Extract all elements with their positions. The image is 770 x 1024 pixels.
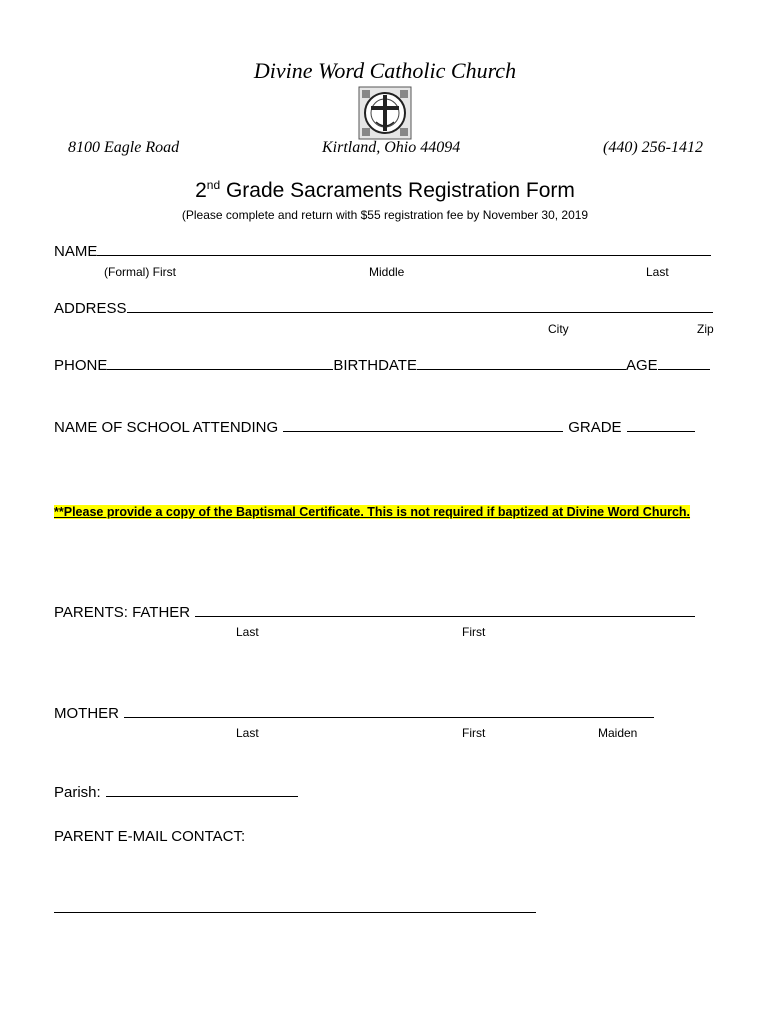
email-label: PARENT E-MAIL CONTACT: [54,828,246,845]
baptismal-certificate-note [54,502,694,522]
school-label: NAME OF SCHOOL ATTENDING [54,419,279,436]
address-input-line[interactable] [127,300,713,313]
address-city-caption: City [548,322,569,336]
name-first-caption: (Formal) First [104,265,176,279]
father-first-caption: First [462,625,486,639]
church-name: Divine Word Catholic Church [253,58,517,83]
church-phone: (440) 256-1412 [603,139,703,156]
mother-maiden-caption: Maiden [598,726,638,740]
address-label: ADDRESS [54,300,127,317]
name-middle-caption: Middle [369,265,405,279]
school-input-line[interactable] [283,419,563,432]
phone-input-line[interactable] [107,357,333,370]
address-field-row [54,300,713,317]
parish-input-line[interactable] [106,784,298,797]
birthdate-label: BIRTHDATE [333,357,417,374]
city-state-zip: Kirtland, Ohio 44094 [322,139,461,156]
birthdate-input-line[interactable] [417,357,626,370]
parish-label: Parish: [54,784,101,801]
mother-last-caption: Last [236,726,259,740]
father-label: PARENTS: FATHER [54,604,191,621]
age-label: AGE [625,357,658,374]
title-rest: Grade Sacraments Registration Form [220,179,575,202]
father-last-caption: Last [236,625,259,639]
form-title [0,178,770,203]
mother-input-line[interactable] [124,705,654,718]
title-superscript: nd [206,178,221,192]
age-input-line[interactable] [658,357,710,370]
name-last-caption: Last [646,265,669,279]
name-field-row [54,243,711,260]
mother-first-caption: First [462,726,486,740]
title-prefix: 2 [195,179,207,202]
mother-field-row [54,705,654,722]
phone-label: PHONE [54,357,108,374]
street-address: 8100 Eagle Road [68,139,180,156]
parish-field-row [54,784,298,801]
mother-label: MOTHER [54,705,119,722]
church-seal-icon [358,86,412,140]
phone-birthdate-age-row [54,357,710,374]
school-grade-row [54,419,695,436]
note-text: **Please provide a copy of the Baptismal Certificate. This is not required if baptized at Divine Word Church. [54,505,691,519]
father-input-line[interactable] [195,604,695,617]
grade-label: GRADE [568,419,622,436]
father-field-row [54,604,695,621]
name-label: NAME [54,243,98,260]
email-input-line[interactable] [54,900,536,913]
grade-input-line[interactable] [627,419,695,432]
form-subtitle: (Please complete and return with $55 registration fee by November 30, 2019 [181,208,589,222]
address-zip-caption: Zip [697,322,714,336]
name-input-line[interactable] [97,243,711,256]
